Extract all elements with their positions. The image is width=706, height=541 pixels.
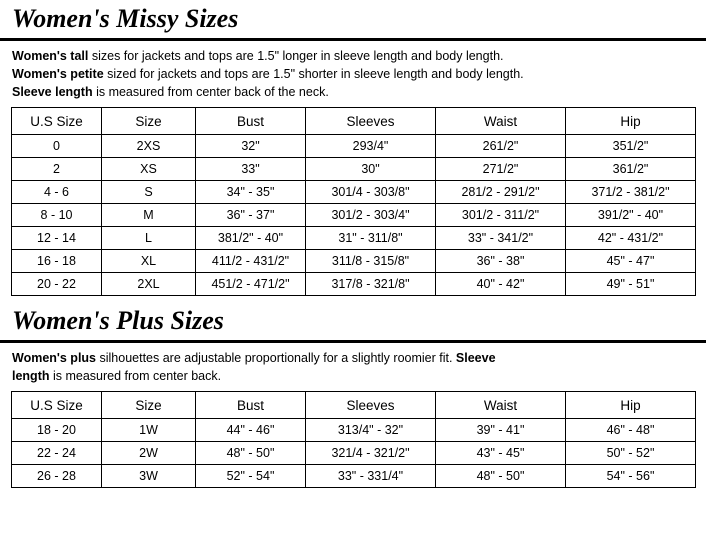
table-cell: 43" - 45" (436, 442, 566, 465)
table-cell: 301/4 - 303/8" (306, 181, 436, 204)
table-cell: 8 - 10 (12, 204, 102, 227)
table-cell: 313/4" - 32" (306, 419, 436, 442)
missy-table-header-row (12, 108, 696, 135)
table-cell: 2 (12, 158, 102, 181)
column-header: Bust (196, 108, 306, 135)
plus-section (0, 302, 706, 488)
table-row (12, 227, 696, 250)
table-cell: 33" - 341/2" (436, 227, 566, 250)
table-cell: 52" - 54" (196, 465, 306, 488)
column-header: Sleeves (306, 108, 436, 135)
table-cell: 54" - 56" (566, 465, 696, 488)
column-header: U.S Size (12, 108, 102, 135)
plus-table-header-row (12, 392, 696, 419)
table-cell: 371/2 - 381/2" (566, 181, 696, 204)
table-row (12, 204, 696, 227)
table-cell: 48" - 50" (196, 442, 306, 465)
table-cell: 50" - 52" (566, 442, 696, 465)
table-cell: 44" - 46" (196, 419, 306, 442)
note-text: silhouettes are adjustable proportionally for a slightly roomier fit. (96, 351, 456, 365)
table-cell: 351/2" (566, 135, 696, 158)
note-emphasis: length (12, 369, 50, 383)
table-cell: 39" - 41" (436, 419, 566, 442)
note-line (12, 83, 692, 101)
table-cell: 36" - 37" (196, 204, 306, 227)
column-header: Hip (566, 108, 696, 135)
column-header: Size (102, 108, 196, 135)
table-cell: 31" - 311/8" (306, 227, 436, 250)
table-cell: 33" (196, 158, 306, 181)
note-line (12, 65, 692, 83)
table-cell: 317/8 - 321/8" (306, 273, 436, 296)
note-line (12, 367, 692, 385)
table-row (12, 158, 696, 181)
table-cell: 18 - 20 (12, 419, 102, 442)
column-header: U.S Size (12, 392, 102, 419)
column-header: Bust (196, 392, 306, 419)
missy-table-body (12, 135, 696, 296)
note-line (12, 349, 692, 367)
column-header: Size (102, 392, 196, 419)
table-cell: 26 - 28 (12, 465, 102, 488)
table-cell: 42" - 431/2" (566, 227, 696, 250)
missy-size-table (11, 107, 696, 296)
table-cell: L (102, 227, 196, 250)
table-cell: 1W (102, 419, 196, 442)
table-cell: 2XL (102, 273, 196, 296)
missy-notes (0, 41, 706, 107)
table-cell: 301/2 - 311/2" (436, 204, 566, 227)
column-header: Hip (566, 392, 696, 419)
note-text: is measured from center back. (49, 369, 222, 383)
table-row (12, 181, 696, 204)
table-cell: 49" - 51" (566, 273, 696, 296)
note-emphasis: Women's plus (12, 351, 97, 365)
table-cell: 451/2 - 471/2" (196, 273, 306, 296)
table-row (12, 273, 696, 296)
plus-notes (0, 343, 706, 391)
table-cell: 281/2 - 291/2" (436, 181, 566, 204)
table-cell: 34" - 35" (196, 181, 306, 204)
table-cell: 40" - 42" (436, 273, 566, 296)
table-cell: 2XS (102, 135, 196, 158)
column-header: Waist (436, 108, 566, 135)
table-cell: 12 - 14 (12, 227, 102, 250)
table-cell: 33" - 331/4" (306, 465, 436, 488)
table-cell: XS (102, 158, 196, 181)
table-cell: XL (102, 250, 196, 273)
note-emphasis: Women's tall (12, 49, 89, 63)
table-cell: S (102, 181, 196, 204)
note-text: sizes for jackets and tops are 1.5" longer in sleeve length and body length. (88, 49, 504, 63)
table-cell: 311/8 - 315/8" (306, 250, 436, 273)
table-cell: M (102, 204, 196, 227)
table-cell: 391/2" - 40" (566, 204, 696, 227)
note-text: sized for jackets and tops are 1.5" shorter in sleeve length and body length. (103, 67, 524, 81)
table-cell: 16 - 18 (12, 250, 102, 273)
plus-section-title: Women's Plus Sizes (12, 306, 224, 335)
table-cell: 46" - 48" (566, 419, 696, 442)
table-cell: 3W (102, 465, 196, 488)
table-row (12, 442, 696, 465)
plus-table-body (12, 419, 696, 488)
missy-section-title: Women's Missy Sizes (12, 4, 239, 33)
table-cell: 48" - 50" (436, 465, 566, 488)
table-cell: 361/2" (566, 158, 696, 181)
column-header: Sleeves (306, 392, 436, 419)
table-cell: 411/2 - 431/2" (196, 250, 306, 273)
column-header: Waist (436, 392, 566, 419)
table-cell: 321/4 - 321/2" (306, 442, 436, 465)
note-emphasis: Women's petite (12, 67, 104, 81)
table-cell: 381/2" - 40" (196, 227, 306, 250)
table-cell: 261/2" (436, 135, 566, 158)
note-text: is measured from center back of the neck. (92, 85, 329, 99)
note-line (12, 47, 692, 65)
table-cell: 20 - 22 (12, 273, 102, 296)
note-emphasis: Sleeve (455, 351, 496, 365)
table-cell: 22 - 24 (12, 442, 102, 465)
table-cell: 45" - 47" (566, 250, 696, 273)
table-row (12, 250, 696, 273)
note-emphasis: Sleeve length (12, 85, 93, 99)
table-row (12, 135, 696, 158)
table-cell: 293/4" (306, 135, 436, 158)
table-cell: 0 (12, 135, 102, 158)
table-cell: 4 - 6 (12, 181, 102, 204)
table-row (12, 465, 696, 488)
plus-size-table (11, 391, 696, 488)
table-cell: 301/2 - 303/4" (306, 204, 436, 227)
table-cell: 271/2" (436, 158, 566, 181)
table-cell: 32" (196, 135, 306, 158)
table-row (12, 419, 696, 442)
table-cell: 36" - 38" (436, 250, 566, 273)
table-cell: 2W (102, 442, 196, 465)
table-cell: 30" (306, 158, 436, 181)
